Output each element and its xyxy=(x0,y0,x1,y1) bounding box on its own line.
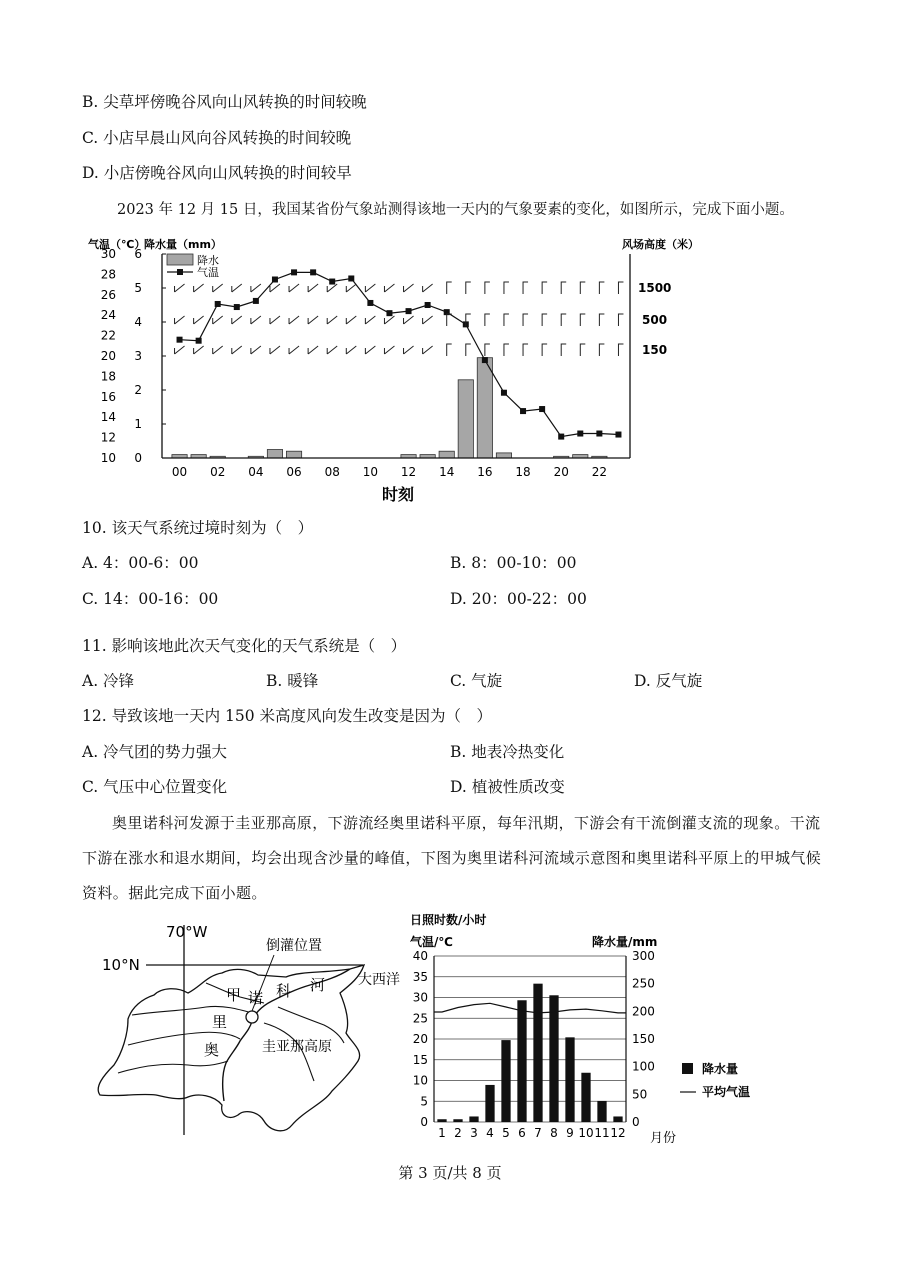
chart1-temp-point xyxy=(539,406,545,412)
chart2-precip-tick: 0 xyxy=(632,1115,640,1129)
chart1-temp-tick: 28 xyxy=(100,267,116,282)
chart2-temp-tick: 40 xyxy=(412,949,428,963)
wind-barb-icon xyxy=(213,284,223,292)
wind-barb-icon xyxy=(423,284,433,292)
wind-barb-icon xyxy=(232,316,242,324)
wind-barb-icon xyxy=(618,282,623,294)
wind-barb-icon xyxy=(504,282,509,294)
chart2-precip-bar xyxy=(549,995,558,1122)
wind-barb-icon xyxy=(346,284,356,292)
wind-barb-icon xyxy=(289,346,299,354)
prev-option-c: C. 小店早晨山风向谷风转换的时间较晚 xyxy=(82,129,352,147)
chart1-time-tick: 00 xyxy=(171,465,188,479)
wind-barb-icon xyxy=(270,346,280,354)
city-jia-label: 甲 xyxy=(226,986,242,1004)
chart1-time-tick: 06 xyxy=(286,465,302,479)
chart1-temp-point xyxy=(329,279,335,285)
chart1-temp-tick: 14 xyxy=(100,410,116,425)
climate-chart-jia xyxy=(410,906,770,1146)
chart1-precip-bar xyxy=(286,451,301,458)
wind-barb-icon xyxy=(523,314,528,326)
chart1-time-tick: 08 xyxy=(324,465,340,479)
wind-barb-icon xyxy=(327,346,337,354)
chart1-time-tick: 22 xyxy=(591,465,608,479)
intro-paragraph-2: 奥里诺科河发源于圭亚那高原，下游流经奥里诺科平原，每年汛期，下游会有干流倒灌支流的现象。干流下游在涨水和退水期间，均会出现含沙量的峰值，下图为奥里诺科河流域示意图和奥里诺科平原上的甲城气候资料。据此完成下面小题。 xyxy=(82,814,822,902)
chart1-time-tick: 16 xyxy=(477,465,493,479)
chart2-precip-bar xyxy=(485,1085,494,1122)
chart1-precip-tick: 3 xyxy=(134,349,142,363)
chart2-precip-tick: 200 xyxy=(632,1004,655,1019)
q11-option-b[interactable]: B. 暖锋 xyxy=(266,672,319,690)
chart1-precip-tick: 5 xyxy=(134,281,142,295)
chart1-temp-point xyxy=(558,434,564,440)
chart2-precip-bar xyxy=(565,1037,574,1122)
chart2-precip-tick: 250 xyxy=(632,976,655,991)
chart2-temp-tick: 15 xyxy=(412,1052,428,1067)
chart2-temp-tick: 20 xyxy=(412,1032,428,1046)
legend-precip-swatch-2 xyxy=(682,1063,693,1074)
chart1-precip-bar xyxy=(267,450,282,459)
chart1-temp-point xyxy=(196,338,202,344)
chart2-precip-bar xyxy=(453,1119,462,1122)
chart1-temp-tick: 26 xyxy=(100,287,116,302)
chart1-time-tick: 10 xyxy=(362,465,379,479)
wind-barb-icon xyxy=(213,316,223,324)
height-label-500: 500 xyxy=(642,313,668,327)
wind-barb-icon xyxy=(384,346,394,354)
sunshine-title: 日照时数/小时 xyxy=(410,913,487,927)
chart2-month-tick: 1 xyxy=(438,1126,446,1140)
chart2-month-tick: 8 xyxy=(550,1126,558,1140)
chart1-temp-point xyxy=(425,302,431,308)
chart2-month-tick: 7 xyxy=(534,1126,542,1140)
tributary-1 xyxy=(132,1006,252,1015)
river-char-nuo: 诺 xyxy=(248,989,264,1007)
q10-option-b[interactable]: B. 8：00-10：00 xyxy=(450,554,577,572)
wind-barb-icon xyxy=(175,284,185,292)
chart1-temp-point xyxy=(177,337,183,343)
wind-barb-icon xyxy=(404,284,414,292)
chart2-month-tick: 11 xyxy=(594,1126,610,1140)
wind-barb-icon xyxy=(485,314,490,326)
wind-barb-icon xyxy=(599,282,604,294)
backflow-label: 倒灌位置 xyxy=(266,938,322,954)
wind-barb-icon xyxy=(365,316,375,324)
chart1-temp-point xyxy=(386,310,392,316)
chart2-temp-tick: 25 xyxy=(412,1011,428,1026)
chart2-temp-tick: 35 xyxy=(412,969,428,984)
wind-barb-icon xyxy=(404,346,414,354)
chart1-time-tick: 18 xyxy=(515,465,531,479)
wind-barb-icon xyxy=(251,346,261,354)
wind-barb-icon xyxy=(447,282,452,294)
tributary-3 xyxy=(118,1061,228,1073)
chart1-temp-tick: 12 xyxy=(100,430,116,445)
chart2-precip-tick: 100 xyxy=(632,1059,655,1074)
wind-barb-icon xyxy=(580,314,585,326)
chart1-time-tick: 04 xyxy=(248,465,264,479)
chart2-temp-line xyxy=(434,1003,626,1013)
legend-temp-label: 气温 xyxy=(197,266,219,279)
wind-barb-icon xyxy=(194,316,204,324)
precipitation-axis-label: 降水量（mm） xyxy=(144,238,222,251)
chart2-precip-bar xyxy=(501,1040,510,1122)
chart2-temp-tick: 30 xyxy=(412,990,428,1005)
chart1-temp-tick: 18 xyxy=(100,369,116,384)
wind-barb-icon xyxy=(384,316,394,324)
wind-barb-icon xyxy=(561,314,566,326)
wind-height-axis-label: 风场高度（米） xyxy=(622,238,699,251)
wind-barb-icon xyxy=(251,284,261,292)
wind-barb-icon xyxy=(175,316,185,324)
q11-option-a[interactable]: A. 冷锋 xyxy=(82,672,135,690)
precipitation-axis-label-2: 降水量/mm xyxy=(592,935,658,949)
river-char-ao: 奥 xyxy=(204,1041,220,1059)
chart2-precip-bar xyxy=(597,1101,606,1122)
chart2-month-tick: 10 xyxy=(578,1126,594,1140)
chart2-month-tick: 4 xyxy=(486,1126,494,1140)
wind-barb-icon xyxy=(251,316,261,324)
chart1-temp-point xyxy=(272,277,278,283)
wind-barb-icon xyxy=(289,316,299,324)
chart1-precip-tick: 2 xyxy=(134,383,142,397)
wind-barb-icon xyxy=(194,284,204,292)
chart2-temp-tick: 5 xyxy=(420,1094,428,1109)
wind-barb-icon xyxy=(485,282,490,294)
page-footer: 第 3 页/共 8 页 xyxy=(398,1164,502,1182)
river-char-he: 河 xyxy=(310,976,326,994)
wind-barb-icon xyxy=(365,284,375,292)
chart1-temp-tick: 20 xyxy=(100,349,116,363)
river-char-li: 里 xyxy=(212,1013,228,1031)
wind-barb-icon xyxy=(308,284,318,292)
chart1-precip-bar xyxy=(458,380,473,458)
wind-barb-icon xyxy=(523,282,528,294)
chart2-precip-tick: 150 xyxy=(632,1032,655,1046)
longitude-label: 70°W xyxy=(166,923,208,941)
wind-barb-icon xyxy=(194,346,204,354)
wind-barb-icon xyxy=(523,344,528,356)
chart1-temp-point xyxy=(482,357,488,363)
wind-barb-icon xyxy=(365,346,375,354)
wind-barb-icon xyxy=(327,316,337,324)
q12-option-b[interactable]: B. 地表冷热变化 xyxy=(450,743,565,761)
chart1-time-tick: 14 xyxy=(439,465,455,479)
month-unit-label: 月份 xyxy=(650,1131,677,1146)
chart1-precip-tick: 1 xyxy=(134,417,142,431)
tributary-6 xyxy=(278,1007,344,1043)
chart1-temp-tick: 16 xyxy=(100,389,116,404)
wind-barb-icon xyxy=(618,344,623,356)
backflow-marker xyxy=(246,1011,258,1023)
chart1-precip-bar xyxy=(477,358,492,458)
chart1-temp-point xyxy=(520,408,526,414)
wind-barb-icon xyxy=(232,346,242,354)
wind-barb-icon xyxy=(423,346,433,354)
wind-barb-icon xyxy=(485,344,490,356)
height-label-1500: 1500 xyxy=(638,281,672,295)
prev-option-d: D. 小店傍晚谷风向山风转换的时间较早 xyxy=(82,164,352,182)
q10-option-a[interactable]: A. 4：00-6：00 xyxy=(82,554,199,572)
wind-barb-icon xyxy=(346,346,356,354)
wind-barb-icon xyxy=(504,344,509,356)
wind-barb-icon xyxy=(289,284,299,292)
chart2-precip-bar xyxy=(533,984,542,1122)
chart1-temp-point xyxy=(501,390,507,396)
chart1-precip-tick: 6 xyxy=(134,247,142,261)
chart1-temp-point xyxy=(367,300,373,306)
legend-temp-label-2: 平均气温 xyxy=(702,1085,751,1099)
guiana-highlands-label: 圭亚那高原 xyxy=(262,1039,332,1055)
wind-barb-icon xyxy=(232,284,242,292)
orinoco-basin-map xyxy=(88,915,408,1140)
wind-barb-icon xyxy=(561,344,566,356)
wind-barb-icon xyxy=(466,344,471,356)
wind-barb-icon xyxy=(599,344,604,356)
wind-barb-icon xyxy=(447,344,452,356)
wind-barb-icon xyxy=(327,284,337,292)
chart1-precip-bar xyxy=(496,453,511,458)
chart1-temp-point xyxy=(615,432,621,438)
legend-precip-label: 降水 xyxy=(197,254,219,267)
legend-precip-label-2: 降水量 xyxy=(702,1062,739,1076)
q10-option-d[interactable]: D. 20：00-22：00 xyxy=(450,590,587,608)
chart2-month-tick: 12 xyxy=(610,1126,626,1140)
wind-barb-icon xyxy=(346,316,356,324)
chart1-precip-bar xyxy=(439,451,454,458)
chart1-temp-point xyxy=(577,431,583,437)
chart1-temp-point xyxy=(234,304,240,310)
wind-barb-icon xyxy=(542,314,547,326)
chart1-temp-tick: 24 xyxy=(100,308,116,323)
chart1-temp-point xyxy=(348,275,354,281)
temperature-axis-label-2: 气温/℃ xyxy=(410,935,453,949)
wind-barb-icon xyxy=(599,314,604,326)
wind-barb-icon xyxy=(466,282,471,294)
q11-option-d[interactable]: D. 反气旋 xyxy=(634,672,703,690)
wind-barb-icon xyxy=(308,346,318,354)
chart2-precip-bar xyxy=(469,1116,478,1122)
wind-barb-icon xyxy=(542,282,547,294)
intro-paragraph-1: 2023 年 12 月 15 日，我国某省份气象站测得该地一天内的气象要素的变化，如图所示，完成下面小题。 xyxy=(117,202,794,218)
chart1-precip-tick: 4 xyxy=(134,315,142,329)
legend-precip-swatch xyxy=(167,254,193,265)
wind-barb-icon xyxy=(580,344,585,356)
q11-option-c[interactable]: C. 气旋 xyxy=(450,672,503,690)
wind-barb-icon xyxy=(561,282,566,294)
chart2-temp-tick: 0 xyxy=(420,1115,428,1129)
chart2-precip-tick: 50 xyxy=(632,1087,648,1102)
chart2-month-tick: 3 xyxy=(470,1126,478,1140)
legend-temp-marker xyxy=(177,269,183,275)
q12-option-c[interactable]: C. 气压中心位置变化 xyxy=(82,778,228,796)
chart1-temp-point xyxy=(291,269,297,275)
weather-station-chart xyxy=(82,232,699,507)
chart1-temp-line xyxy=(180,272,619,436)
chart2-temp-tick: 10 xyxy=(412,1073,428,1088)
wind-barb-icon xyxy=(270,316,280,324)
chart2-month-tick: 2 xyxy=(454,1126,462,1140)
ocean-label: 大西洋 xyxy=(358,972,400,988)
river-char-ke: 科 xyxy=(276,982,292,1000)
q10-stem: 10. 该天气系统过境时刻为（ ） xyxy=(82,519,314,537)
chart1-temp-point xyxy=(596,431,602,437)
wind-barb-icon xyxy=(175,346,185,354)
wind-barb-icon xyxy=(423,316,433,324)
prev-option-b: B. 尖草坪傍晚谷风向山风转换的时间较晚 xyxy=(82,93,367,111)
chart1-precip-tick: 0 xyxy=(134,451,142,465)
chart1-temp-point xyxy=(406,308,412,314)
chart1-time-tick: 12 xyxy=(400,465,417,479)
chart2-precip-bar xyxy=(517,1000,526,1122)
q10-option-c[interactable]: C. 14：00-16：00 xyxy=(82,590,219,608)
height-label-150: 150 xyxy=(642,343,668,357)
wind-barb-icon xyxy=(404,316,414,324)
time-axis-title: 时刻 xyxy=(381,485,415,504)
chart1-temp-point xyxy=(215,301,221,307)
chart1-temp-tick: 22 xyxy=(100,328,116,343)
wind-barb-icon xyxy=(542,344,547,356)
wind-barb-icon xyxy=(308,316,318,324)
chart2-month-tick: 9 xyxy=(566,1126,574,1140)
chart1-temp-tick: 10 xyxy=(100,451,116,465)
wind-barb-icon xyxy=(384,284,394,292)
q12-stem: 12. 导致该地一天内 150 米高度风向发生改变是因为（ ） xyxy=(82,707,493,725)
q12-option-d[interactable]: D. 植被性质改变 xyxy=(450,778,565,796)
chart1-temp-point xyxy=(253,298,259,304)
chart2-precip-bar xyxy=(581,1073,590,1122)
chart2-precip-bar xyxy=(613,1116,622,1122)
wind-barb-icon xyxy=(580,282,585,294)
temperature-axis-label: 气温（℃） xyxy=(88,238,146,251)
chart1-time-tick: 20 xyxy=(553,465,569,479)
chart1-temp-tick: 30 xyxy=(100,247,116,261)
chart2-precip-tick: 300 xyxy=(632,949,655,963)
chart2-precip-bar xyxy=(437,1119,446,1122)
chart2-month-tick: 5 xyxy=(502,1126,510,1140)
chart1-time-tick: 02 xyxy=(210,465,226,479)
latitude-label: 10°N xyxy=(102,956,140,974)
chart2-month-tick: 6 xyxy=(518,1126,526,1140)
wind-barb-icon xyxy=(504,314,509,326)
wind-barb-icon xyxy=(618,314,623,326)
q12-option-a[interactable]: A. 冷气团的势力强大 xyxy=(82,743,228,761)
wind-barb-icon xyxy=(213,346,223,354)
chart1-temp-point xyxy=(310,269,316,275)
wind-barb-icon xyxy=(447,314,452,326)
wind-barb-icon xyxy=(270,284,280,292)
q11-stem: 11. 影响该地此次天气变化的天气系统是（ ） xyxy=(82,637,407,655)
